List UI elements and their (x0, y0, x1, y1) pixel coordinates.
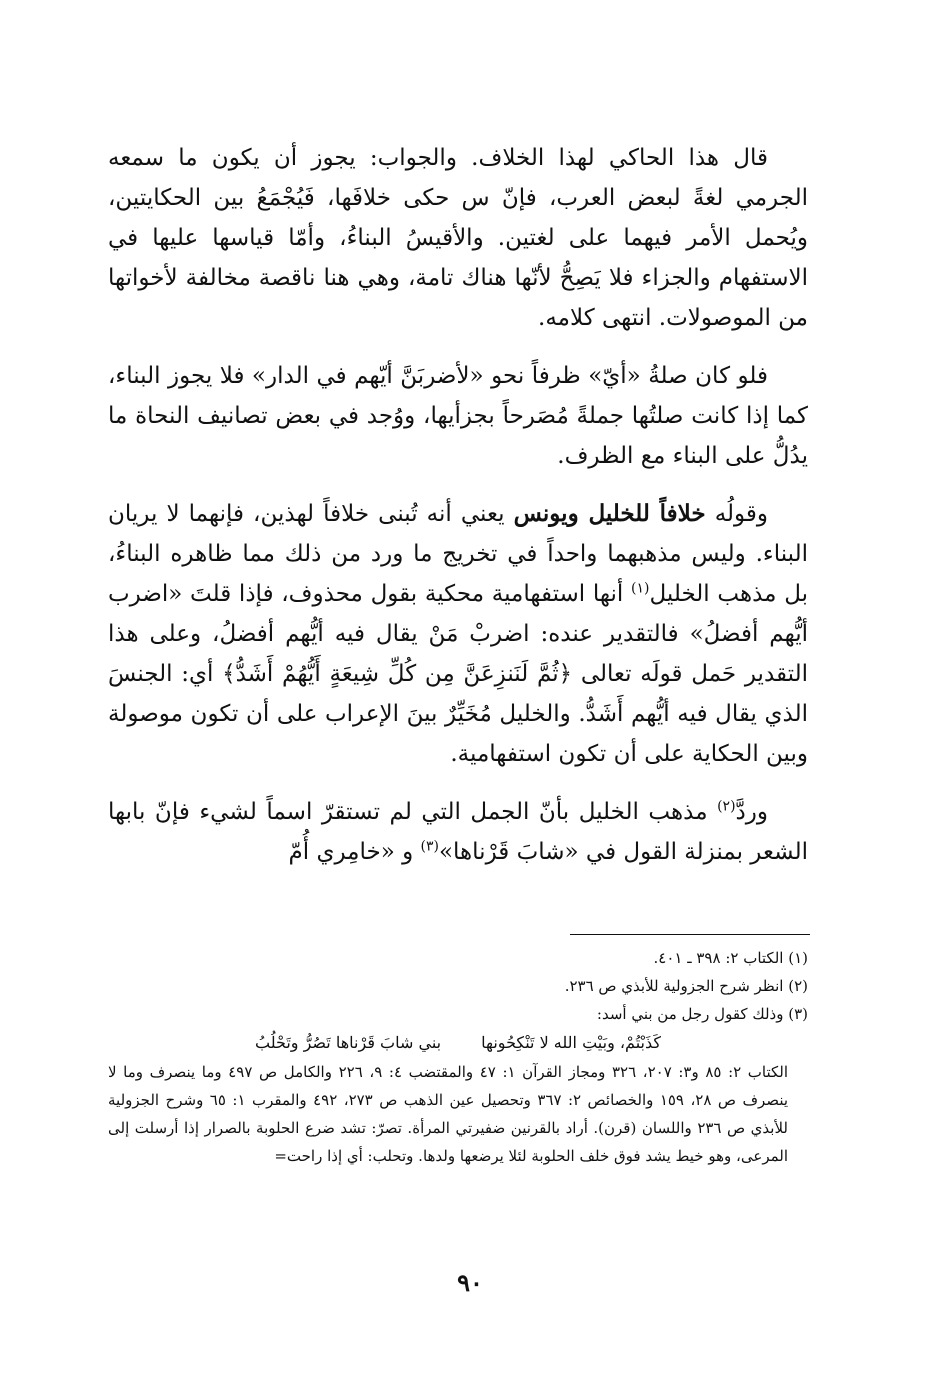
paragraph-3-rest: أنها استفهامية محكية بقول محذوف، فإذا قلتَ «اضرب أيُّهم أفضلُ» فالتقدير عنده: اضربْ مَنْ يقال فيه أيُّهم أفضلُ، وعلى هذا التقدير حَمل قولَه تعالى ﴿ثُمَّ لَنَنزِعَنَّ مِن كُلِّ شِيعَةٍ أَيُّهُمْ أَشَدُّ﴾ أي: الجنسَ الذي يقال فيه أيُّهم أَشَدُّ. والخليل مُخَيِّرٌ بينَ الإعراب على أن تكون موصولة وبين الحكاية على أن تكون استفهامية. (108, 581, 808, 767)
paragraph-2 (108, 356, 808, 476)
paragraph-1-text: قال هذا الحاكي لهذا الخلاف. والجواب: يجوز أن يكون ما سمعه الجرمي لغةً لبعض العرب، فإنّ س حكى خلافَها، فَيُجْمَعُ بين الحكايتين، ويُحمل الأمر فيهما على لغتين. والأقيسُ البناءُ، وأمّا قياسها عليها في الاستفهام والجزاء فلا يَصِحُّ لأنّها هناك تامة، وهي هنا ناقصة مخالفة لأخواتها من الموصولات. انتهى كلامه. (108, 145, 808, 331)
poetry-verse (108, 1028, 808, 1058)
footnote-1: (١) الكتاب ٢: ٣٩٨ ـ ٤٠١. (653, 949, 808, 967)
verse-first-hemistich: كَذَبْتُمْ، وبَيْتِ الله لا تَنْكِحُونها (481, 1033, 661, 1052)
footnote-ref-2[interactable]: (٢) (717, 798, 736, 815)
footnotes (108, 944, 808, 1170)
paragraph-4-lead: وردَّ (735, 799, 768, 825)
paragraph-4-end: و «خامِري أُمّ (288, 839, 414, 865)
footnote-ref-3[interactable]: (٣) (420, 838, 439, 855)
paragraph-4 (108, 792, 808, 872)
paragraph-4-middle: مذهب الخليل بأنّ الجمل التي لم تستقرّ اسماً لشيء فإنّ بابها الشعر بمنزلة القول في «شابَ قَرْناها» (108, 799, 808, 865)
quoted-phrase: خلافاً للخليل ويونس (513, 500, 706, 527)
main-text (108, 138, 808, 890)
footnote-divider (570, 934, 810, 935)
paragraph-3-lead: وقولُه (714, 501, 769, 527)
footnote-ref-1[interactable]: (١) (631, 580, 650, 597)
paragraph-3 (108, 494, 808, 774)
verse-second-hemistich: بني شابَ قَرْناها تَصُرُّ وتَحْلُبُ (255, 1033, 442, 1052)
footnote-2: (٢) انظر شرح الجزولية للأبذي ص ٢٣٦. (564, 977, 808, 995)
paragraph-1 (108, 138, 808, 338)
footnote-3-references: الكتاب ٢: ٨٥ و٣: ٢٠٧، ٣٢٦ ومجاز القرآن ١: ٤٧ والمقتضب ٤: ٩، ٢٢٦ والكامل ص ٤٩٧ وما ينصرف وما لا ينصرف ص ٢٨، ١٥٩ والخصائص ٢: ٣٦٧ وتحصيل عين الذهب ص ٢٧٣، ٤٩٢ والمقرب ١: ٦٥ وشرح الجزولية للأبذي ص ٢٣٦ واللسان (قرن). أراد بالقرنين ضفيرتي المرأة. تصرّ: تشد ضرع الحلوبة بالصرار إذا أرسلت إلى المرعى، وهو خيط يشد فوق خلف الحلوبة لئلا يرضعها ولدها. وتحلب: أي إذا راحت= (108, 1063, 789, 1165)
paragraph-3-middle: يعني أنه تُبنى خلافاً لهذين، فإنهما لا يريان البناء. وليس مذهبهما واحداً في تخريج ما ورد من ذلك مما ظاهره البناءُ، بل مذهب الخليل (108, 501, 809, 607)
paragraph-2-text: فلو كان صلةُ «أيّ» ظرفاً نحو «لأضربَنَّ أيّهم في الدار» فلا يجوز البناء، كما إذا كانت صلتُها جملةً مُصَرحاً بجزأيها، ووُجد في بعض تصانيف النحاة ما يدُلُّ على البناء مع الظرف. (108, 363, 808, 469)
page-number: ٩٠ (457, 1268, 483, 1297)
footnote-3: (٣) وذلك كقول رجل من بني أسد: (596, 1005, 808, 1023)
